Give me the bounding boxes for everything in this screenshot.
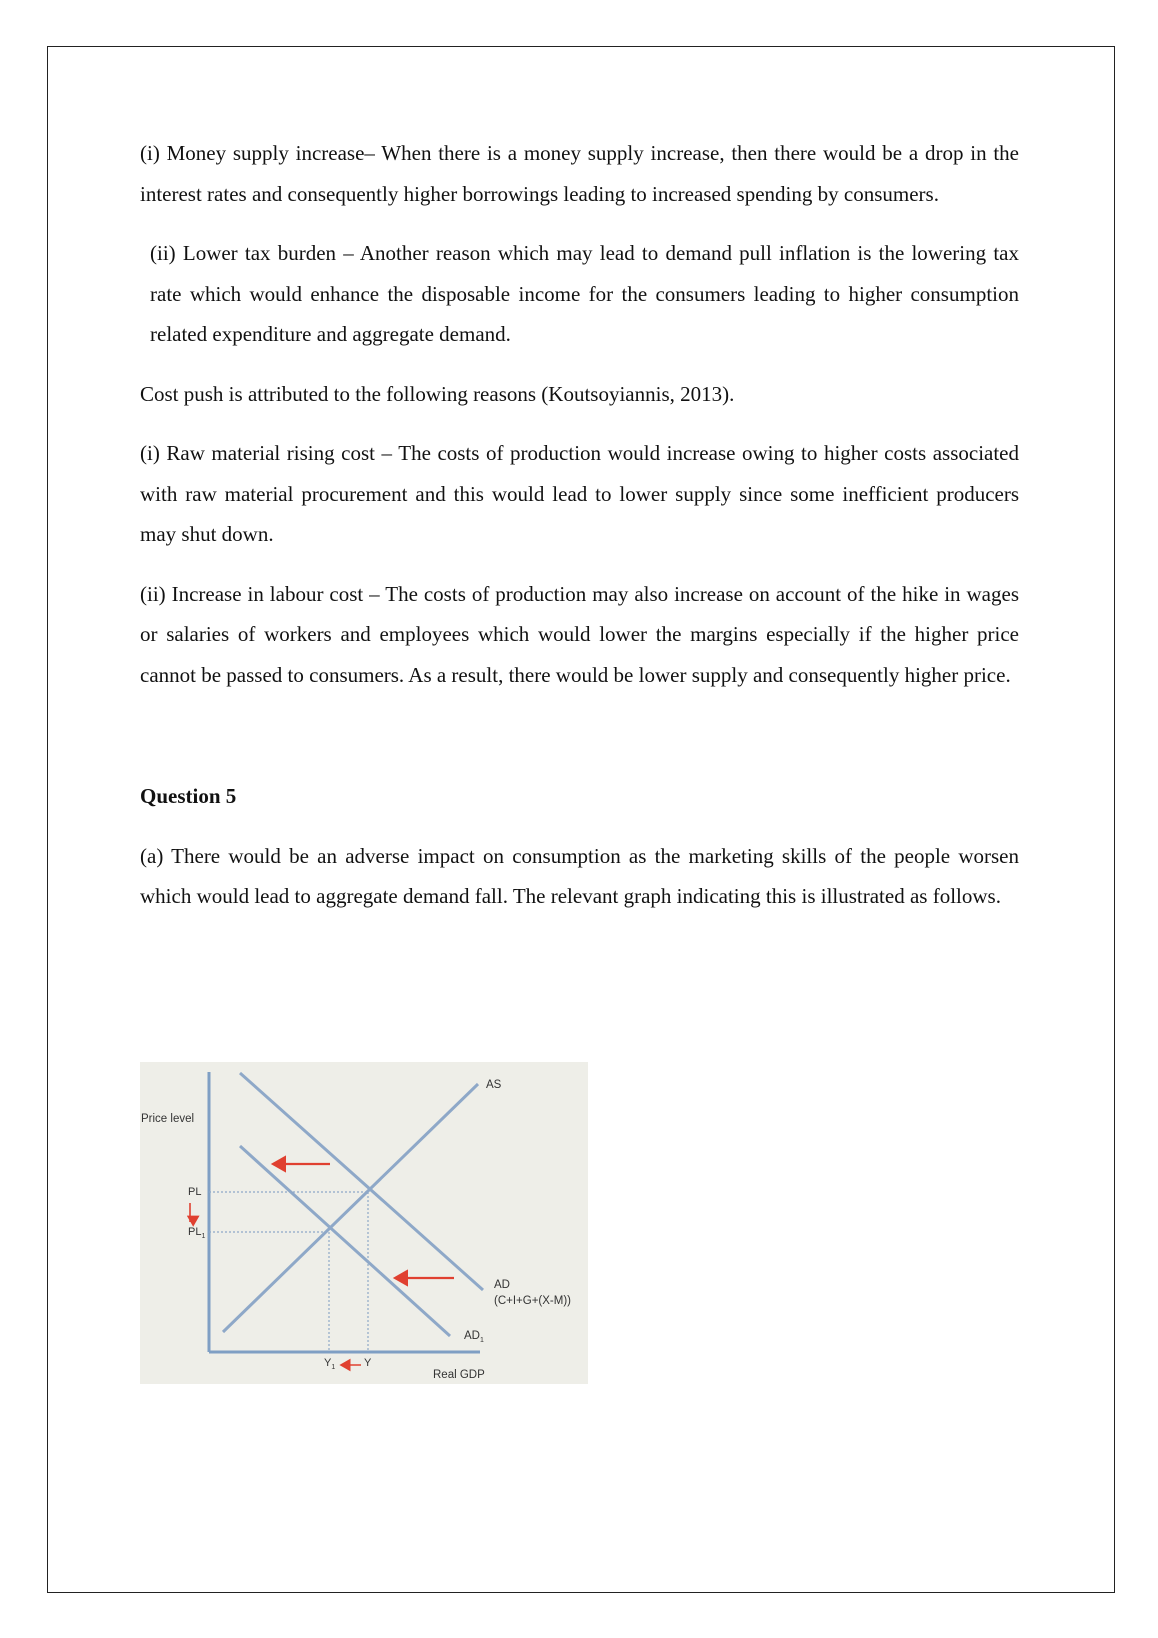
paragraph-cost-push-intro: Cost push is attributed to the following reasons (Koutsoyiannis, 2013). xyxy=(140,381,735,406)
graph-svg xyxy=(140,1062,588,1384)
ad-as-graph xyxy=(140,1062,588,1384)
paragraph-money-supply: (i) Money supply increase– When there is a money supply increase, then there would be a drop in the interest rates and consequently higher borrowings leading to increased spending by consumers. xyxy=(140,141,1019,206)
ad-label: AD xyxy=(494,1279,510,1291)
as-label: AS xyxy=(486,1079,502,1091)
paragraph-raw-material: (i) Raw material rising cost – The costs of production would increase owing to higher costs associated with raw material procurement and this would lead to lower supply since some inefficient producers may shut down. xyxy=(140,441,1019,546)
y-axis-label: Price level xyxy=(141,1113,195,1125)
x-axis-label: Real GDP xyxy=(433,1369,485,1381)
y-label: Y xyxy=(364,1357,372,1369)
ad1-curve xyxy=(240,1146,450,1336)
ad-formula-label: (C+I+G+(X-M)) xyxy=(494,1295,571,1307)
pl-label: PL xyxy=(188,1186,202,1198)
paragraph-lower-tax: (ii) Lower tax burden – Another reason which may lead to demand pull inflation is the lowering tax rate which would enhance the disposable income for the consumers leading to higher consumption related expenditure and aggregate demand. xyxy=(150,241,1019,346)
document-body xyxy=(140,133,1019,936)
ad1-label: $AD_1$ xyxy=(464,1330,484,1344)
as-curve xyxy=(223,1084,478,1332)
section-heading: Question 5 xyxy=(140,784,237,808)
y1-label: $Y_1$ xyxy=(324,1357,336,1371)
pl1-label: $PL_1$ xyxy=(188,1226,206,1240)
paragraph-labour-cost: (ii) Increase in labour cost – The costs of production may also increase on account of the hike in wages or salaries of workers and employees which would lower the margins especially if the higher price cannot be passed to consumers. As a result, there would be lower supply and consequently higher price. xyxy=(140,581,1019,687)
paragraph-question-5a: (a) There would be an adverse impact on consumption as the marketing skills of the people worsen which would lead to aggregate demand fall. The relevant graph indicating this is illustrated as follows. xyxy=(140,843,1019,908)
